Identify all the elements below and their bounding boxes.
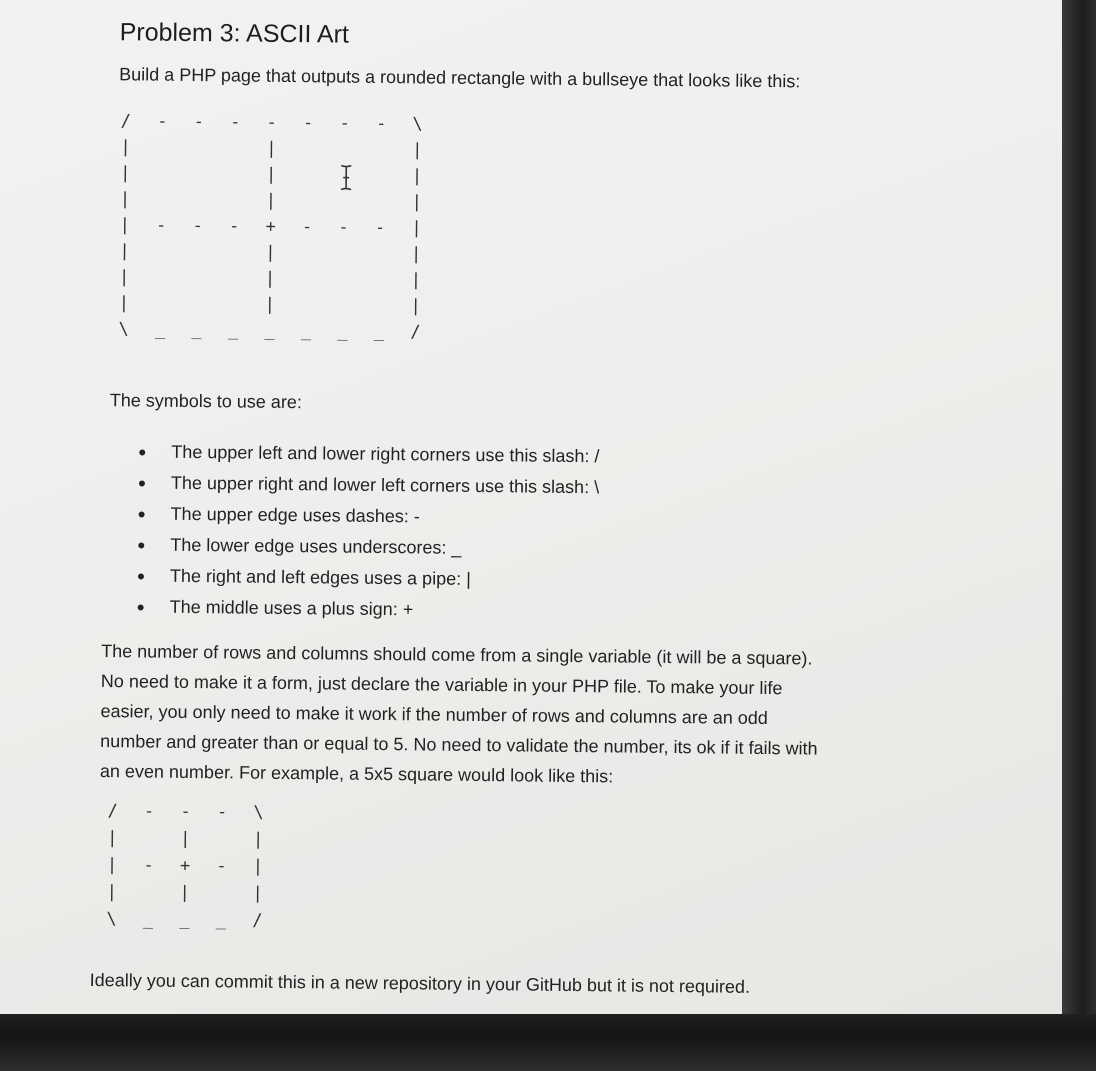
ascii-row: / - - - \	[107, 801, 272, 823]
symbols-list	[137, 436, 599, 627]
paragraph-line: an even number. For example, a 5x5 square would look like this:	[99, 761, 614, 787]
list-item: The upper left and lower right corners use this slash: /	[139, 436, 600, 472]
list-item: The upper edge uses dashes: -	[138, 498, 599, 534]
ascii-row: | | |	[119, 241, 430, 265]
paragraph-line: The number of rows and columns should come from a single variable (it will be a square).	[101, 641, 813, 669]
paragraph-line: easier, you only need to make it work if the number of rows and columns are an odd	[100, 701, 768, 729]
problem-title: Problem 3: ASCII Art	[119, 18, 350, 49]
ascii-row: \ _ _ _ /	[106, 909, 271, 931]
text-cursor-icon	[340, 165, 352, 191]
monitor-bezel-bottom	[0, 1014, 1096, 1071]
ascii-row: | | |	[120, 163, 431, 187]
list-item: The lower edge uses underscores: _	[138, 529, 599, 565]
ascii-row: | - - - + - - - |	[119, 215, 430, 239]
intro-text: Build a PHP page that outputs a rounded rectangle with a bullseye that looks like this:	[119, 64, 801, 92]
ascii-row: | | |	[119, 189, 431, 213]
ascii-row: | | |	[118, 293, 429, 317]
ascii-row: | | |	[118, 267, 430, 291]
ascii-row: | | |	[107, 828, 272, 850]
ascii-row: | | |	[106, 882, 271, 904]
ascii-row: / - - - - - - - \	[120, 111, 431, 135]
ascii-row: \ _ _ _ _ _ _ _ /	[118, 319, 429, 343]
document-page	[89, 0, 1000, 1023]
closing-text: Ideally you can commit this in a new repository in your GitHub but it is not required.	[89, 969, 751, 997]
paragraph-line: No need to make it a form, just declare the variable in your PHP file. To make your life	[100, 671, 783, 699]
ascii-row: | - + - |	[106, 855, 272, 877]
list-item: The middle uses a plus sign: +	[137, 591, 598, 627]
ascii-row: | | |	[120, 137, 431, 161]
paragraph-line: number and greater than or equal to 5. No need to validate the number, its ok if it fails with	[100, 731, 818, 759]
symbols-heading: The symbols to use are:	[109, 390, 302, 413]
ascii-art-small	[106, 798, 272, 935]
monitor-bezel-right	[1062, 0, 1096, 1071]
ascii-art-large	[118, 108, 430, 345]
instructions-paragraph	[100, 636, 932, 795]
list-item: The right and left edges uses a pipe: |	[138, 560, 599, 596]
list-item: The upper right and lower left corners use this slash: \	[139, 467, 600, 503]
